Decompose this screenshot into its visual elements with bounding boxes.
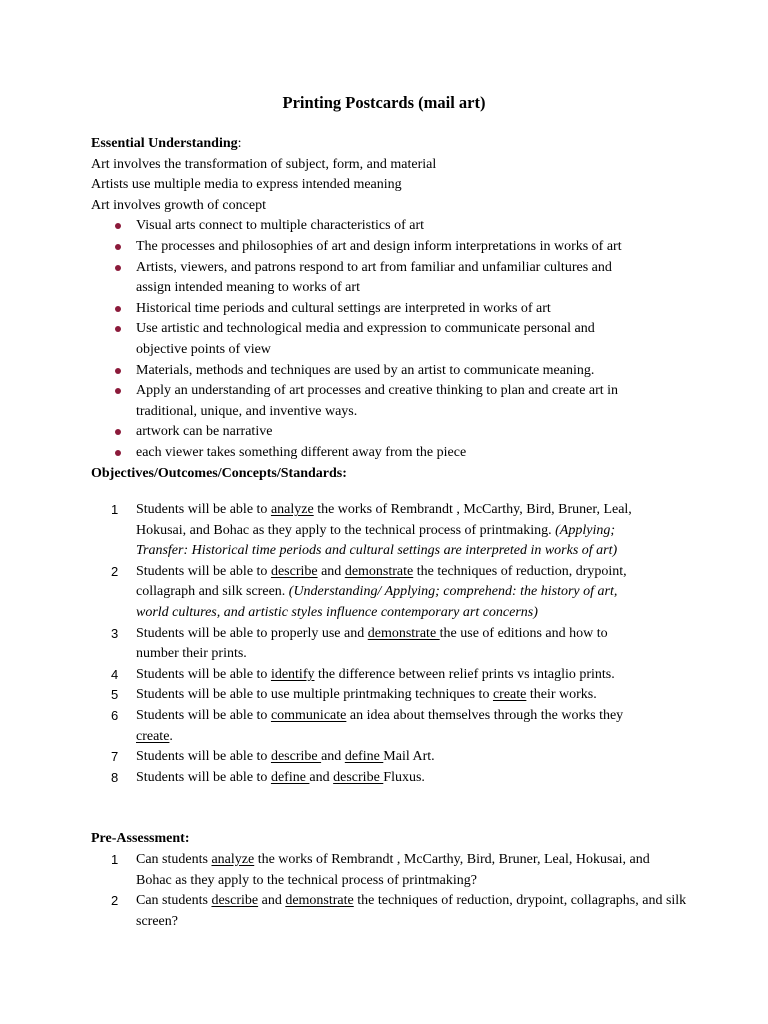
bullet-item: Use artistic and technological media and expression to communicate personal and objective points of view [91,319,626,360]
objective-verb: create [136,728,170,744]
objective-verb: define [270,769,310,785]
objective-note: (Applying; Transfer: Historical time periods and cultural settings are interpreted in works of art) [136,522,618,559]
objective-number: 5 [111,687,119,703]
objective-verb: communicate [270,708,347,724]
essential-line: Art involves growth of concept [91,197,266,213]
objective-item: 7 Students will be able to describe and define Mail Art. [91,747,691,768]
preassessment-number: 2 [111,893,119,909]
objective-number: 4 [111,666,119,682]
bullet-item: Apply an understanding of art processes and creative thinking to plan and create art in traditional, unique, and inventive ways. [91,381,666,422]
preassessment-list [91,850,691,932]
bullet-item: Historical time periods and cultural settings are interpreted in works of art [91,299,691,320]
document-body [91,134,691,932]
objective-verb: demonstrate [367,625,440,641]
objective-verb: demonstrate [344,563,414,579]
bullet-item: Materials, methods and techniques are used by an artist to communicate meaning. [91,361,691,382]
objective-verb: identify [270,666,315,682]
objective-note: (Understanding/ Applying; comprehend: the history of art, world cultures, and artistic styles influence contemporary art concerns) [136,584,618,621]
essential-heading: Essential Understanding [91,136,238,151]
objective-item: 8 Students will be able to define and describe Fluxus. [91,768,691,789]
page-title: Printing Postcards (mail art) [282,93,486,112]
essential-line: Art involves the transformation of subject, form, and material [91,156,437,172]
objective-verb: analyze [270,502,314,518]
objective-number: 8 [111,769,119,785]
preassessment-verb: demonstrate [285,893,354,909]
preassessment-item: 2 Can students describe and demonstrate the techniques of reduction, drypoint, collagraphs, and silk screen? [111,893,687,929]
essential-line: Artists use multiple media to express intended meaning [91,177,402,193]
objective-number: 7 [111,749,119,765]
objective-verb: describe [270,749,322,765]
bullet-item: The processes and philosophies of art and design inform interpretations in works of art [91,237,691,258]
objective-number: 1 [111,502,119,518]
objective-item: 2 Students will be able to describe and demonstrate the techniques of reduction, drypoint, collagraph and silk screen. (Understanding/ Applying; comprehend: the history of art, world cultures, and artistic styles influence contemporary art concerns) [111,563,627,621]
objectives-heading: Objectives/Outcomes/Concepts/Standards: [91,465,347,481]
objective-verb: create [492,687,527,703]
preassessment-verb: describe [211,893,259,909]
objectives-list [91,500,691,788]
objective-item: 5 Students will be able to use multiple printmaking techniques to create their works. [91,685,691,706]
bullet-item: Artists, viewers, and patrons respond to art from familiar and unfamiliar cultures and assign intended meaning to works of art [91,258,646,299]
objective-number: 3 [111,625,119,641]
preassessment-item: 1 Can students analyze the works of Rembrandt , McCarthy, Bird, Bruner, Leal, Hokusai, and Bohac as they apply to the technical process of printmaking? [111,852,650,888]
preassessment-verb: analyze [211,852,255,867]
bullet-item: each viewer takes something different away from the piece [91,443,691,464]
bullet-item: artwork can be narrative [91,422,691,443]
preassessment-number: 1 [111,852,119,867]
objective-verb: describe [270,563,318,579]
essential-bullet-list [91,216,691,463]
essential-heading-line [91,134,691,155]
preassessment-heading: Pre-Assessment: [91,831,190,847]
objective-verb: define [344,749,384,765]
objective-item: 1 Students will be able to analyze the works of Rembrandt , McCarthy, Bird, Bruner, Leal, Hokusai, and Bohac as they apply to the technical process of printmaking. (Applying; Transfer: Historical time periods and cultural settings are interpreted in works of art) [111,502,632,559]
objective-item: 3 Students will be able to properly use and demonstrate the use of editions and how to number their prints. [111,625,608,662]
objective-number: 2 [111,563,119,579]
essential-heading-colon: : [237,136,242,151]
objective-item: 6 Students will be able to communicate an idea about themselves through the works they create. [111,708,624,744]
bullet-item: Visual arts connect to multiple characteristics of art [91,216,691,237]
objective-item: 4 Students will be able to identify the difference between relief prints vs intaglio prints. [91,665,691,686]
objective-number: 6 [111,708,119,724]
objective-verb: describe [333,769,384,785]
